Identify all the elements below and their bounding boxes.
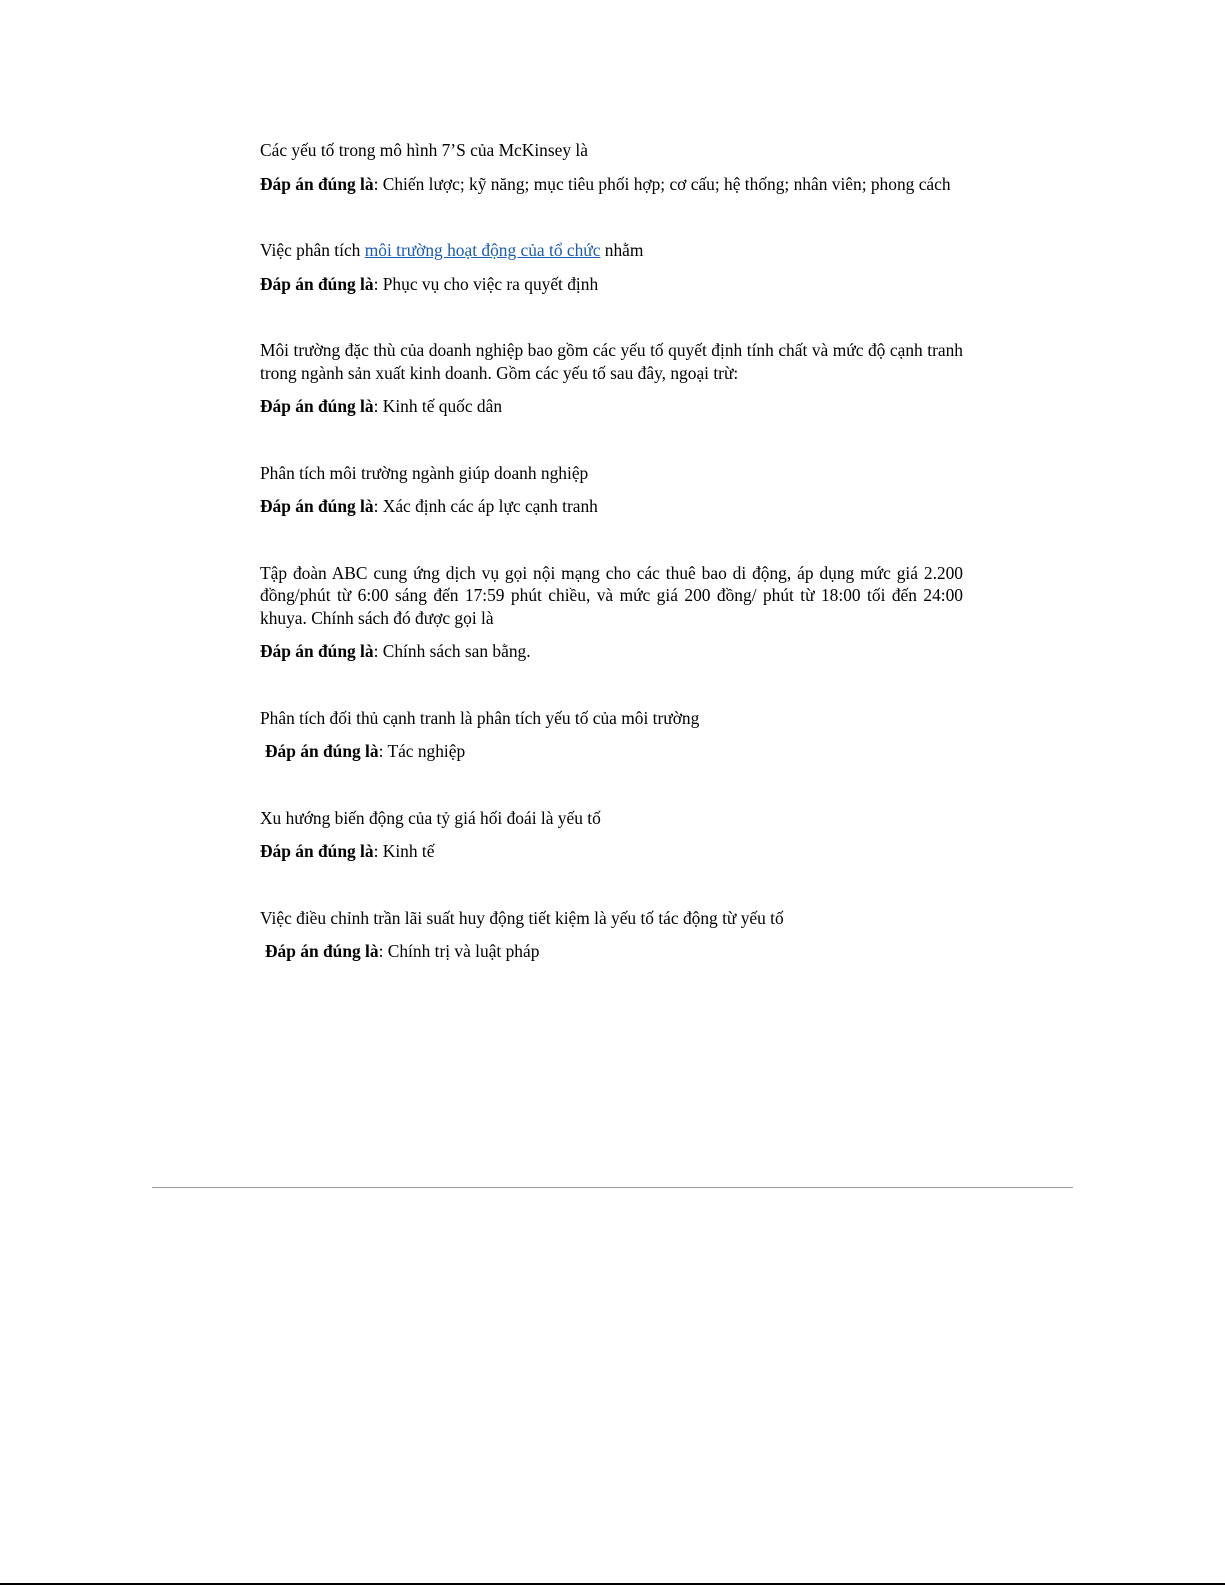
document-content <box>260 139 963 963</box>
answer-text: : Tác nghiệp <box>378 741 466 761</box>
answer-line <box>260 940 963 963</box>
answer-text: : Kinh tế quốc dân <box>373 396 503 416</box>
qa-item-6 <box>260 707 963 763</box>
qa-item-1 <box>260 139 963 195</box>
question-text: Xu hướng biến động của tỷ giá hối đoái là yếu tố <box>260 807 601 828</box>
answer-line <box>260 173 963 196</box>
qa-item-2 <box>260 239 963 295</box>
answer-line <box>260 740 963 763</box>
question-prefix: Việc phân tích <box>260 240 365 260</box>
answer-text: : Chính trị và luật pháp <box>378 941 540 961</box>
answer-text: : Chính sách san bằng. <box>373 641 531 661</box>
answer-label: Đáp án đúng là <box>260 841 374 861</box>
environment-link[interactable]: môi trường hoạt động của tổ chức <box>364 240 601 260</box>
qa-item-3 <box>260 339 963 418</box>
answer-label: Đáp án đúng là <box>260 396 374 416</box>
answer-line <box>260 495 963 518</box>
question-suffix: nhằm <box>600 240 644 260</box>
answer-label: Đáp án đúng là <box>260 641 374 661</box>
qa-item-4 <box>260 462 963 518</box>
question-text: Việc điều chỉnh trần lãi suất huy động tiết kiệm là yếu tố tác động từ yếu tố <box>260 907 784 928</box>
answer-text: : Xác định các áp lực cạnh tranh <box>373 496 598 516</box>
question-text: Phân tích môi trường ngành giúp doanh nghiệp <box>260 462 589 483</box>
answer-label: Đáp án đúng là <box>260 273 374 294</box>
answer-line <box>260 640 963 663</box>
qa-item-7 <box>260 807 963 863</box>
question-text <box>260 239 963 262</box>
answer-text: : Chiến lược; kỹ năng; mục tiêu phối hợp; cơ cấu; hệ thống; nhân viên; phong cách <box>373 173 951 194</box>
answer-label: Đáp án đúng là <box>260 496 374 516</box>
answer-line <box>260 840 963 863</box>
answer-label: Đáp án đúng là <box>265 941 379 961</box>
question-text: Phân tích đối thủ cạnh tranh là phân tích yếu tố của môi trường <box>260 707 700 728</box>
answer-line <box>260 273 963 296</box>
answer-line <box>260 395 963 418</box>
answer-text: : Kinh tế <box>373 841 435 861</box>
question-text: Các yếu tố trong mô hình 7’S của McKinsey là <box>260 140 588 160</box>
question-text: Tập đoàn ABC cung ứng dịch vụ gọi nội mạng cho các thuê bao di động, áp dụng mức giá 2.200 đồng/phút từ 6:00 sáng đến 17:59 phút chiều, và mức giá 200 đồng/ phút từ 18:00 tối đến 24:00 khuya. Chính sách đó được gọi là <box>260 562 963 628</box>
answer-label: Đáp án đúng là <box>260 173 374 194</box>
answer-label: Đáp án đúng là <box>265 741 379 761</box>
qa-item-8 <box>260 907 963 963</box>
page-separator-line <box>152 1187 1073 1188</box>
question-text: Môi trường đặc thù của doanh nghiệp bao gồm các yếu tố quyết định tính chất và mức độ cạnh tranh trong ngành sản xuất kinh doanh. Gồm các yếu tố sau đây, ngoại trừ: <box>260 340 963 383</box>
qa-item-5 <box>260 562 963 663</box>
answer-text: : Phục vụ cho việc ra quyết định <box>373 273 599 294</box>
